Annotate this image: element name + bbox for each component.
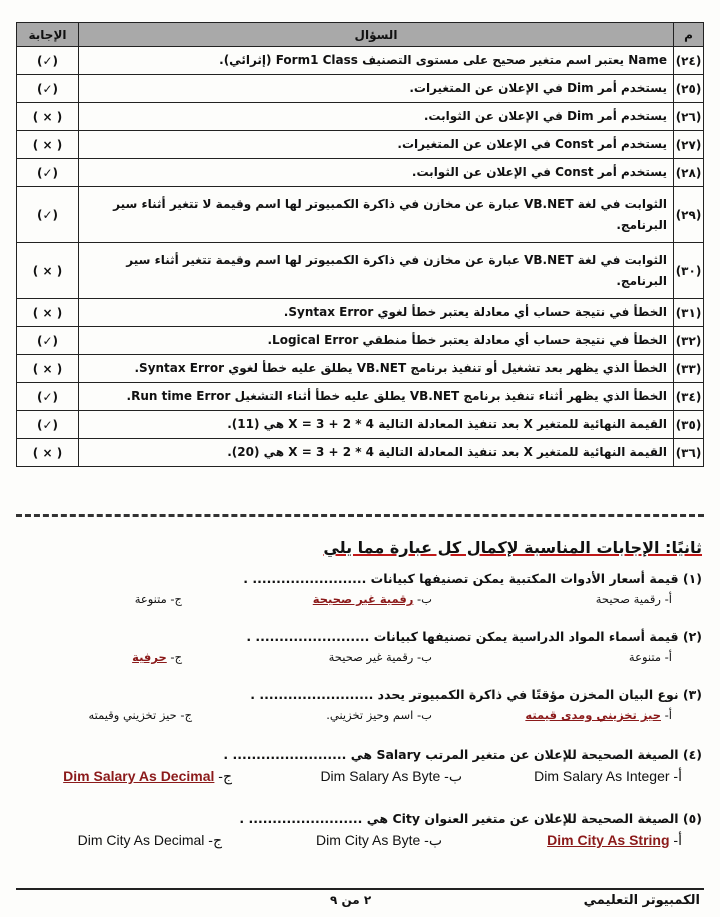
- mcq-4: [16, 744, 702, 788]
- option-b: ب- Dim City As Byte: [316, 832, 442, 848]
- row-answer: (✓): [17, 327, 79, 355]
- row-number: (٣٥): [674, 411, 704, 439]
- table-row: [17, 299, 704, 327]
- option-a: أ- Dim City As String: [547, 832, 682, 848]
- row-number: (٢٨): [674, 159, 704, 187]
- option-a: أ- Dim Salary As Integer: [534, 768, 682, 784]
- row-number: (٣٦): [674, 439, 704, 467]
- table-row: [17, 47, 704, 75]
- row-answer: ( × ): [17, 299, 79, 327]
- page-number: ٢ من ٩: [330, 893, 372, 907]
- row-number: (٢٥): [674, 75, 704, 103]
- table-row: [17, 75, 704, 103]
- table-row: [17, 355, 704, 383]
- mcq-question: (٥) الصيغة الصحيحة للإعلان عن متغير العنوان City هي ........................ .: [239, 811, 702, 826]
- row-question: القيمة النهائية للمتغير X بعد تنفيذ المعادلة التالية X = 3 + 2 * 4 هي (11).: [79, 411, 674, 439]
- table-row: [17, 411, 704, 439]
- option-c: ج- متنوعة: [134, 592, 182, 606]
- table-row: [17, 383, 704, 411]
- row-answer: (✓): [17, 383, 79, 411]
- row-number: (٣٢): [674, 327, 704, 355]
- row-answer: (✓): [17, 47, 79, 75]
- table-header: [17, 23, 704, 47]
- option-c: ج- حرفية: [132, 650, 182, 664]
- row-answer: ( × ): [17, 243, 79, 299]
- row-number: (٣٣): [674, 355, 704, 383]
- row-number: (٣٤): [674, 383, 704, 411]
- row-answer: ( × ): [17, 103, 79, 131]
- row-answer: ( × ): [17, 439, 79, 467]
- row-question: الخطأ في نتيجة حساب أي معادلة يعتبر خطأ لغوي Syntax Error.: [79, 299, 674, 327]
- row-question: الخطأ في نتيجة حساب أي معادلة يعتبر خطأ منطقي Logical Error.: [79, 327, 674, 355]
- footer-subject: الكمبيوتر التعليمي: [583, 893, 700, 908]
- row-question: الخطأ الذي يظهر بعد تشغيل أو تنفيذ برنامج VB.NET يطلق عليه خطأ لغوي Syntax Error.: [79, 355, 674, 383]
- mcq-5: [16, 808, 702, 852]
- table-row: [17, 439, 704, 467]
- header-answer: الإجابة: [17, 23, 79, 47]
- mcq-question: (٤) الصيغة الصحيحة للإعلان عن متغير المرتب Salary هي ........................ .: [223, 747, 702, 762]
- table-row: [17, 103, 704, 131]
- row-question: الثوابت في لغة VB.NET عبارة عن مخازن في ذاكرة الكمبيوتر لها اسم وقيمة تتغير أثناء سير البرنامج.: [79, 243, 674, 299]
- option-a: أ- حيز تخزيني ومدى قيمته: [525, 708, 672, 722]
- row-answer: ( × ): [17, 131, 79, 159]
- option-c: ج- Dim Salary As Decimal: [63, 768, 232, 784]
- option-c: ج- حيز تخزيني وقيمته: [88, 708, 192, 722]
- row-question: الثوابت في لغة VB.NET عبارة عن مخازن في ذاكرة الكمبيوتر لها اسم وقيمة لا تتغير أثناء سير البرنامج.: [79, 187, 674, 243]
- true-false-table: [16, 22, 704, 467]
- row-question: القيمة النهائية للمتغير X بعد تنفيذ المعادلة التالية X = 3 + 2 * 4 هي (20).: [79, 439, 674, 467]
- row-answer: ( × ): [17, 355, 79, 383]
- mcq-1: [16, 568, 702, 612]
- row-number: (٢٧): [674, 131, 704, 159]
- row-number: (٢٤): [674, 47, 704, 75]
- row-answer: (✓): [17, 411, 79, 439]
- header-num: م: [674, 23, 704, 47]
- section2-title: ثانيًا: الإجابات المناسبة لإكمال كل عبارة مما يلي: [323, 538, 702, 557]
- mcq-3: [16, 684, 702, 728]
- mcq-2: [16, 626, 702, 670]
- row-question: يستخدم أمر Const في الإعلان عن المتغيرات.: [79, 131, 674, 159]
- row-question: يستخدم أمر Dim في الإعلان عن المتغيرات.: [79, 75, 674, 103]
- option-a: أ- متنوعة: [628, 650, 672, 664]
- table-row: [17, 131, 704, 159]
- row-question: الخطأ الذي يظهر أثناء تنفيذ برنامج VB.NET يطلق عليه خطأ أثناء التشغيل Run time Error.: [79, 383, 674, 411]
- table-row: [17, 243, 704, 299]
- row-answer: (✓): [17, 159, 79, 187]
- option-b: ب- اسم وحيز تخزيني.: [326, 708, 432, 722]
- option-c: ج- Dim City As Decimal: [77, 832, 222, 848]
- row-number: (٣١): [674, 299, 704, 327]
- row-answer: (✓): [17, 75, 79, 103]
- mcq-question: (٢) قيمة أسماء المواد الدراسية يمكن تصنيفها كبيانات ........................ .: [246, 629, 702, 644]
- mcq-question: (١) قيمة أسعار الأدوات المكتبية يمكن تصنيفها كبيانات ........................ .: [243, 571, 702, 586]
- option-b: ب- Dim Salary As Byte: [320, 768, 462, 784]
- table-row: [17, 327, 704, 355]
- option-a: أ- رقمية صحيحة: [595, 592, 672, 606]
- table-row: [17, 159, 704, 187]
- option-b: ب- رقمية غير صحيحة: [328, 650, 432, 664]
- footer-divider: [16, 888, 704, 890]
- header-question: السؤال: [79, 23, 674, 47]
- mcq-question: (٣) نوع البيان المخزن مؤقتًا في ذاكرة الكمبيوتر يحدد ........................ .: [250, 687, 702, 702]
- row-question: Name يعتبر اسم متغير صحيح على مستوى التصنيف Form1 Class (إثرائي).: [79, 47, 674, 75]
- row-question: يستخدم أمر Dim في الإعلان عن الثوابت.: [79, 103, 674, 131]
- row-number: (٢٩): [674, 187, 704, 243]
- row-question: يستخدم أمر Const في الإعلان عن الثوابت.: [79, 159, 674, 187]
- row-number: (٢٦): [674, 103, 704, 131]
- row-number: (٣٠): [674, 243, 704, 299]
- table-row: [17, 187, 704, 243]
- option-b: ب- رقمية غير صحيحة: [312, 592, 432, 606]
- section-divider: [16, 514, 704, 517]
- row-answer: (✓): [17, 187, 79, 243]
